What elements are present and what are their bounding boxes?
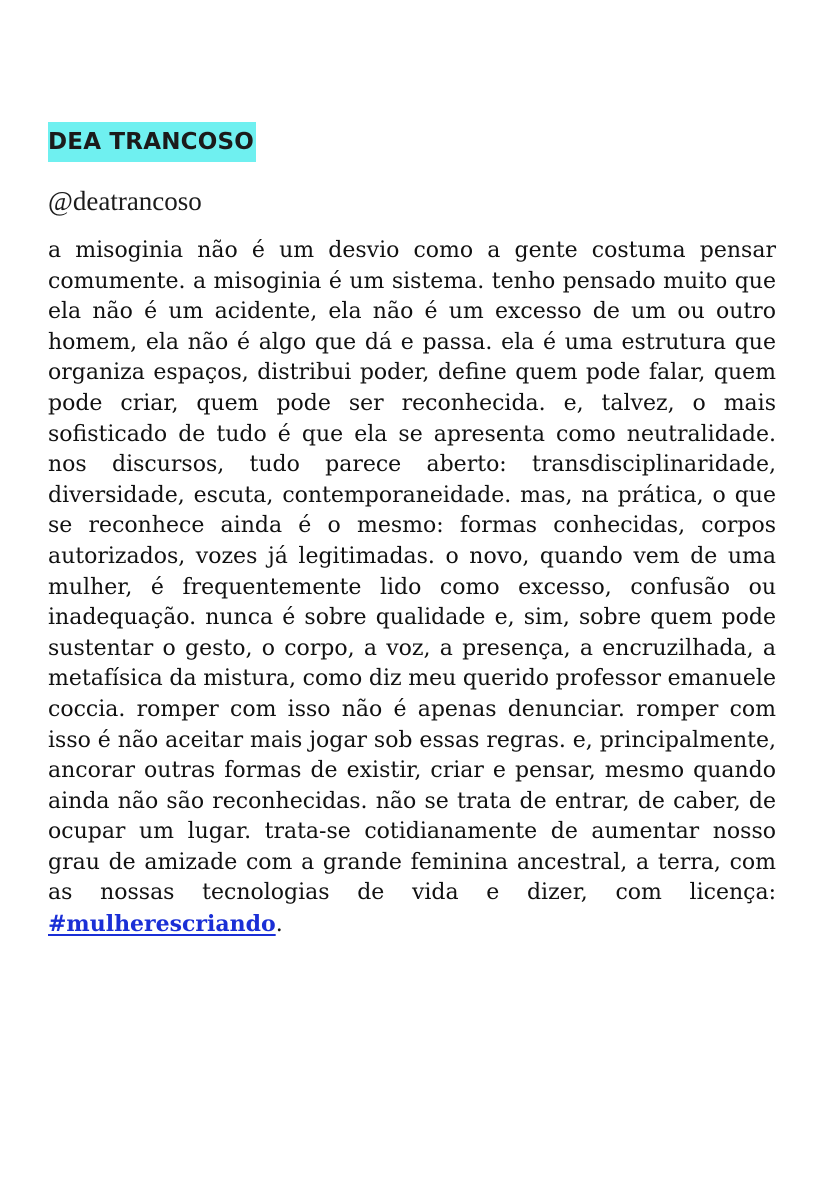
author-handle[interactable]: @deatrancoso — [48, 186, 202, 216]
post-card — [48, 122, 776, 941]
post-body — [48, 236, 776, 941]
post-body-end: . — [275, 912, 283, 938]
post-body-text: a misoginia não é um desvio como a gente costuma pensar comumente. a misoginia é um sistema. tenho pensado muito que ela não é um acidente, ela não é um excesso de um ou outro homem, ela não é algo que dá e passa. ela é uma estrutura que organiza espaços, distribui poder, define quem pode falar, quem pode criar, quem pode ser reconhecida. e, talvez, o mais sofisticado de tudo é que ela se apresenta como neutralidade. nos discursos, tudo parece aberto: transdisciplinaridade, diversidade, escuta, contemporaneidade. mas, na prática, o que se reconhece ainda é o mesmo: formas conhecidas, corpos autorizados, vozes já legitimadas. o novo, quando vem de uma mulher, é frequentemente lido como excesso, confusão ou inadequação. nunca é sobre qualidade e, sim, sobre quem pode sustentar o gesto, o corpo, a voz, a presença, a encruzilhada, a metafísica da mistura, como diz meu querido professor emanuele coccia. romper com isso não é apenas denunciar. romper com isso é não aceitar mais jogar sob essas regras. e, principalmente, ancorar outras formas de existir, criar e pensar, mesmo quando ainda não são reconhecidas. não se trata de entrar, de caber, de ocupar um lugar. trata-se cotidianamente de aumentar nosso grau de amizade com a grande feminina ancestral, a terra, com as nossas tecnologias de vida e dizer, com licença: — [48, 238, 776, 906]
hashtag-link[interactable]: #mulherescriando — [48, 911, 276, 938]
author-name: DEA TRANCOSO — [48, 122, 256, 162]
